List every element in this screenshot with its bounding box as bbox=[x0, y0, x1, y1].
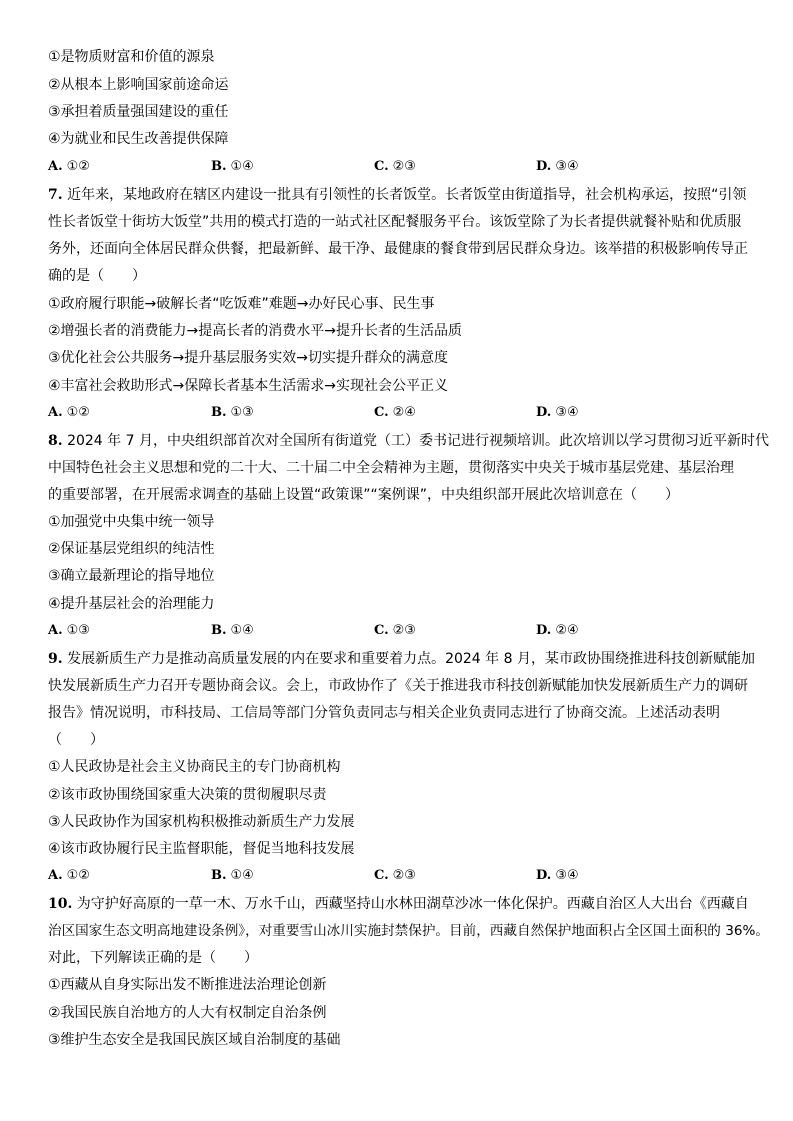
choice-text: ②④ bbox=[555, 623, 579, 638]
question-number: 9. bbox=[48, 651, 63, 667]
q9-choice-b bbox=[211, 867, 254, 885]
q7-choice-a bbox=[48, 404, 90, 422]
question-number: 7. bbox=[48, 187, 63, 203]
choice-letter: B. bbox=[211, 623, 227, 638]
choice-letter: D. bbox=[536, 623, 552, 638]
choice-letter: A. bbox=[48, 159, 63, 174]
choice-text: ②③ bbox=[392, 868, 416, 883]
stem-text: 2024 年 7 月，中央组织部首次对全国所有街道党（工）委书记进行视频培训。此次培训以学习贯彻习近平新时代 bbox=[62, 433, 769, 449]
q9-choice-a bbox=[48, 867, 90, 885]
q9-stem-line-3: 报告》情况说明，市科技局、工信局等部门分管负责同志与相关企业负责同志进行了协商交流。上述活动表明 bbox=[48, 705, 720, 721]
q8-choices bbox=[48, 622, 758, 640]
choice-text: ②③ bbox=[392, 159, 416, 174]
q6-option-3: ③承担着质量强国建设的重任 bbox=[48, 104, 229, 120]
q9-option-3: ③人民政协作为国家机构积极推动新质生产力发展 bbox=[48, 814, 355, 830]
choice-letter: C. bbox=[374, 623, 389, 638]
q8-stem-line-1 bbox=[48, 432, 769, 450]
q6-choice-a bbox=[48, 158, 90, 176]
q9-stem-line-2: 快发展新质生产力召开专题协商会议。会上，市政协作了《关于推进我市科技创新赋能加快发展新质生产力的调研 bbox=[48, 678, 748, 694]
choice-letter: D. bbox=[536, 868, 552, 883]
choice-text: ①④ bbox=[230, 623, 254, 638]
question-number: 8. bbox=[48, 433, 63, 449]
choice-letter: B. bbox=[211, 405, 227, 420]
q6-option-2: ②从根本上影响国家前途命运 bbox=[48, 77, 229, 93]
q7-choices bbox=[48, 404, 758, 422]
q10-stem-line-2: 治区国家生态文明高地建设条例》，对重要雪山冰川实施封禁保护。目前，西藏自然保护地面积占全区国土面积的 36%。 bbox=[48, 923, 770, 939]
stem-text: 近年来，某地政府在辖区内建设一批具有引领性的长者饭堂。长者饭堂由街道指导，社会机构承运，按照“引领 bbox=[62, 187, 747, 203]
q8-option-1: ①加强党中央集中统一领导 bbox=[48, 514, 215, 530]
q6-option-4: ④为就业和民生改善提供保障 bbox=[48, 131, 229, 147]
choice-letter: A. bbox=[48, 623, 63, 638]
q7-choice-c bbox=[374, 404, 416, 422]
choice-letter: C. bbox=[374, 868, 389, 883]
q7-stem-line-2: 性长者饭堂十街坊大饭堂”共用的模式打造的一站式社区配餐服务平台。该饭堂除了为长者提供就餐补贴和优质服 bbox=[48, 214, 742, 230]
q7-stem-line-4: 确的是（ ） bbox=[48, 268, 146, 284]
choice-text: ①② bbox=[66, 405, 90, 420]
choice-text: ③④ bbox=[555, 159, 579, 174]
question-number: 10. bbox=[48, 896, 73, 912]
q8-stem-line-2: 中国特色社会主义思想和党的二十大、二十届二中全会精神为主题，贯彻落实中央关于城市基层党建、基层治理 bbox=[48, 460, 734, 476]
choice-letter: B. bbox=[211, 159, 227, 174]
q9-choices bbox=[48, 867, 758, 885]
q9-option-1: ①人民政协是社会主义协商民主的专门协商机构 bbox=[48, 759, 341, 775]
q7-choice-d bbox=[536, 404, 579, 422]
q8-option-2: ②保证基层党组织的纯洁性 bbox=[48, 541, 215, 557]
q8-choice-d bbox=[536, 622, 579, 640]
choice-text: ③④ bbox=[555, 868, 579, 883]
q10-stem-line-3: 对此，下列解读正确的是（ ） bbox=[48, 950, 258, 966]
q8-choice-c bbox=[374, 622, 416, 640]
q7-stem-line-1 bbox=[48, 186, 758, 204]
choice-letter: A. bbox=[48, 868, 63, 883]
q8-choice-a bbox=[48, 622, 90, 640]
q10-option-1: ①西藏从自身实际出发不断推进法治理论创新 bbox=[48, 977, 327, 993]
choice-letter: B. bbox=[211, 868, 227, 883]
choice-text: ①② bbox=[66, 159, 90, 174]
q10-option-3: ③维护生态安全是我国民族区域自治制度的基础 bbox=[48, 1032, 341, 1048]
q6-choice-d bbox=[536, 158, 579, 176]
stem-text: 发展新质生产力是推动高质量发展的内在要求和重要着力点。2024 年 8 月，某市政协围绕推进科技创新赋能加 bbox=[62, 651, 755, 667]
choice-text: ①④ bbox=[230, 159, 254, 174]
q7-option-3: ③优化社会公共服务→提升基层服务实效→切实提升群众的满意度 bbox=[48, 350, 449, 366]
stem-text: 为守护好高原的一草一木、万水千山，西藏坚持山水林田湖草沙冰一体化保护。西藏自治区人大出台《西藏自 bbox=[72, 896, 749, 912]
q7-option-4: ④丰富社会救助形式→保障长者基本生活需求→实现社会公平正义 bbox=[48, 378, 449, 394]
q8-option-4: ④提升基层社会的治理能力 bbox=[48, 596, 215, 612]
q9-choice-d bbox=[536, 867, 579, 885]
choice-letter: C. bbox=[374, 405, 389, 420]
choice-text: ③④ bbox=[555, 405, 579, 420]
q6-choice-b bbox=[211, 158, 254, 176]
choice-letter: D. bbox=[536, 405, 552, 420]
q9-option-4: ④该市政协履行民主监督职能，督促当地科技发展 bbox=[48, 841, 355, 857]
q9-stem-line-4: （ ） bbox=[48, 732, 104, 748]
q8-choice-b bbox=[211, 622, 254, 640]
choice-letter: C. bbox=[374, 159, 389, 174]
choice-text: ①③ bbox=[230, 405, 254, 420]
q9-option-2: ②该市政协围绕国家重大决策的贯彻履职尽责 bbox=[48, 787, 327, 803]
q6-choice-c bbox=[374, 158, 416, 176]
q10-stem-line-1 bbox=[48, 895, 758, 913]
q8-option-3: ③确立最新理论的指导地位 bbox=[48, 568, 215, 584]
choice-text: ①③ bbox=[66, 623, 90, 638]
q8-stem-line-3: 的重要部署，在开展需求调查的基础上设置“政策课”“案例课”，中央组织部开展此次培训意在（ ） bbox=[48, 487, 680, 503]
q7-stem-line-3: 务外，还面向全体居民群众供餐，把最新鲜、最干净、最健康的餐食带到居民群众身边。该举措的积极影响传导正 bbox=[48, 241, 748, 257]
q6-option-1: ①是物质财富和价值的源泉 bbox=[48, 49, 215, 65]
q9-stem-line-1 bbox=[48, 650, 758, 668]
q9-choice-c bbox=[374, 867, 416, 885]
choice-text: ①② bbox=[66, 868, 90, 883]
choice-text: ②④ bbox=[392, 405, 416, 420]
choice-text: ②③ bbox=[392, 623, 416, 638]
q6-choices bbox=[48, 158, 758, 176]
q7-choice-b bbox=[211, 404, 254, 422]
q7-option-2: ②增强长者的消费能力→提高长者的消费水平→提升长者的生活品质 bbox=[48, 323, 463, 339]
q7-option-1: ①政府履行职能→破解长者“吃饭难”难题→办好民心事、民生事 bbox=[48, 296, 435, 312]
choice-text: ①④ bbox=[230, 868, 254, 883]
choice-letter: D. bbox=[536, 159, 552, 174]
q10-option-2: ②我国民族自治地方的人大有权制定自治条例 bbox=[48, 1005, 327, 1021]
choice-letter: A. bbox=[48, 405, 63, 420]
